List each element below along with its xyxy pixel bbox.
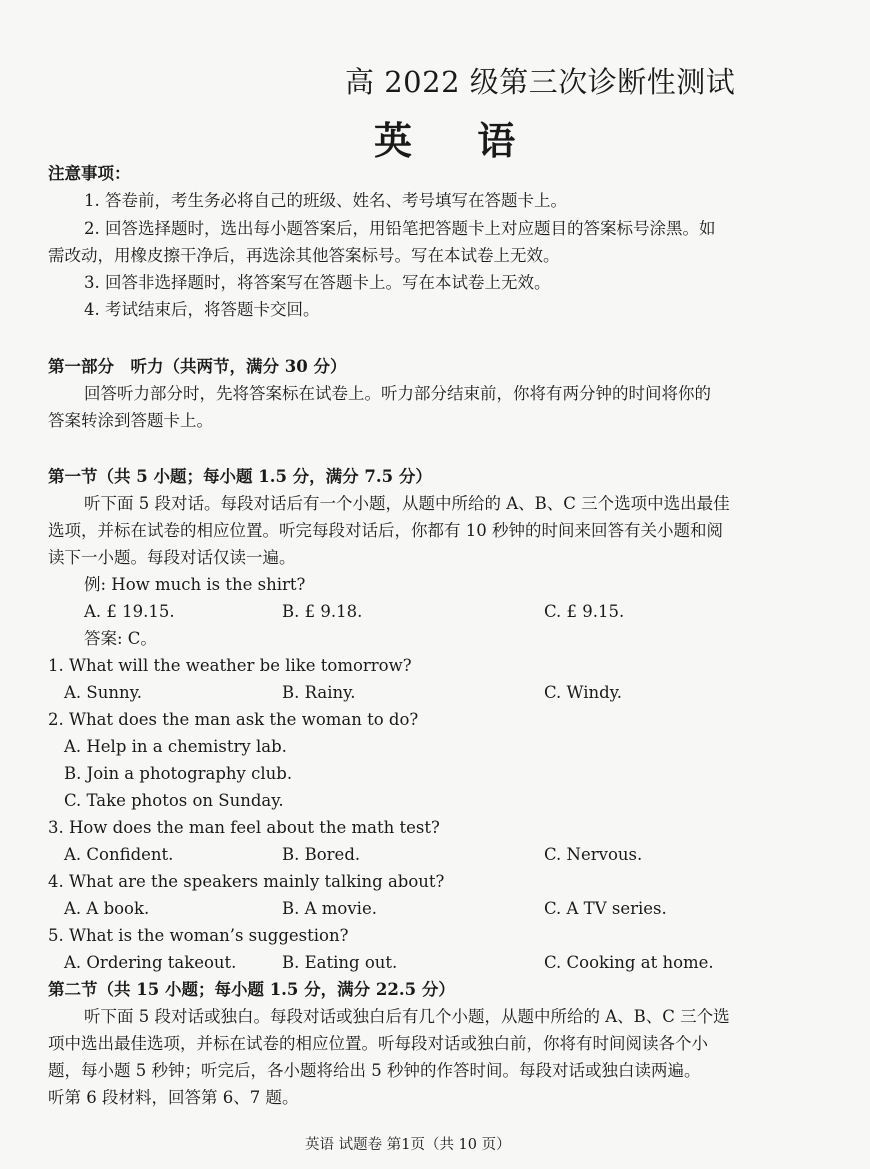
section2-intro-cont3: 听第 6 段材料，回答第 6、7 题。	[48, 1088, 299, 1107]
section2-intro-cont1: 项中选出最佳选项，并标在试卷的相应位置。听每段对话或独白前，你将有时间阅读各个小	[48, 1034, 708, 1053]
section2-intro-cont2: 题，每小题 5 秒钟；听完后，各小题将给出 5 秒钟的作答时间。每段对话或独白读两遍。	[48, 1061, 701, 1080]
question-5-option-a: A. Ordering takeout.	[64, 953, 237, 972]
notice-item-2: 2. 回答选择题时，选出每小题答案后，用铅笔把答题卡上对应题目的答案标号涂黑。如	[84, 219, 716, 238]
question-4: 4. What are the speakers mainly talking about?	[48, 872, 445, 891]
question-5-option-b: B. Eating out.	[282, 953, 398, 972]
section2-heading: 第二节（共 15 小题；每小题 1.5 分，满分 22.5 分）	[48, 980, 455, 999]
section1-intro-cont2: 读下一小题。每段对话仅读一遍。	[48, 548, 296, 567]
notice-item-1: 1. 答卷前，考生务必将自己的班级、姓名、考号填写在答题卡上。	[84, 191, 567, 210]
question-1-option-a: A. Sunny.	[64, 683, 142, 702]
notice-item-2-cont: 需改动，用橡皮擦干净后，再选涂其他答案标号。写在本试卷上无效。	[48, 246, 560, 265]
part1-heading: 第一部分 听力（共两节，满分 30 分）	[48, 357, 347, 376]
notice-item-3: 3. 回答非选择题时，将答案写在答题卡上。写在本试卷上无效。	[84, 273, 551, 292]
example-option-c: C. £ 9.15.	[544, 602, 625, 621]
question-2: 2. What does the man ask the woman to do?	[48, 710, 419, 729]
exam-title: 高 2022 级第三次诊断性测试	[345, 65, 736, 99]
exam-subject: 英 语	[374, 118, 542, 163]
question-4-option-b: B. A movie.	[282, 899, 377, 918]
question-4-option-c: C. A TV series.	[544, 899, 667, 918]
example-answer: 答案: C。	[84, 629, 157, 648]
question-1-option-c: C. Windy.	[544, 683, 623, 702]
page-footer: 英语 试题卷 第1页（共 10 页）	[305, 1137, 511, 1153]
notice-item-4: 4. 考试结束后，将答题卡交回。	[84, 300, 320, 319]
question-3: 3. How does the man feel about the math test?	[48, 818, 440, 837]
question-1-option-b: B. Rainy.	[282, 683, 356, 702]
notice-heading: 注意事项：	[48, 164, 131, 183]
question-1: 1. What will the weather be like tomorrow?	[48, 656, 412, 675]
example-question: 例: How much is the shirt?	[84, 575, 306, 594]
question-3-option-a: A. Confident.	[64, 845, 174, 864]
part1-intro: 回答听力部分时，先将答案标在试卷上。听力部分结束前，你将有两分钟的时间将你的	[84, 384, 711, 403]
part1-intro-cont: 答案转涂到答题卡上。	[48, 411, 213, 430]
example-option-a: A. £ 19.15.	[84, 602, 175, 621]
question-2-option-c: C. Take photos on Sunday.	[64, 791, 284, 810]
example-option-b: B. £ 9.18.	[282, 602, 363, 621]
section1-heading: 第一节（共 5 小题；每小题 1.5 分，满分 7.5 分）	[48, 467, 432, 486]
question-4-option-a: A. A book.	[64, 899, 150, 918]
question-2-option-b: B. Join a photography club.	[64, 764, 293, 783]
question-3-option-b: B. Bored.	[282, 845, 361, 864]
question-5-option-c: C. Cooking at home.	[544, 953, 714, 972]
section1-intro: 听下面 5 段对话。每段对话后有一个小题，从题中所给的 A、B、C 三个选项中选出最佳	[84, 494, 730, 513]
question-2-option-a: A. Help in a chemistry lab.	[64, 737, 287, 756]
question-5: 5. What is the woman’s suggestion?	[48, 926, 349, 945]
question-3-option-c: C. Nervous.	[544, 845, 643, 864]
section1-intro-cont1: 选项，并标在试卷的相应位置。听完每段对话后，你都有 10 秒钟的时间来回答有关小题和阅	[48, 521, 723, 540]
section2-intro: 听下面 5 段对话或独白。每段对话或独白后有几个小题，从题中所给的 A、B、C 三个选	[84, 1007, 730, 1026]
